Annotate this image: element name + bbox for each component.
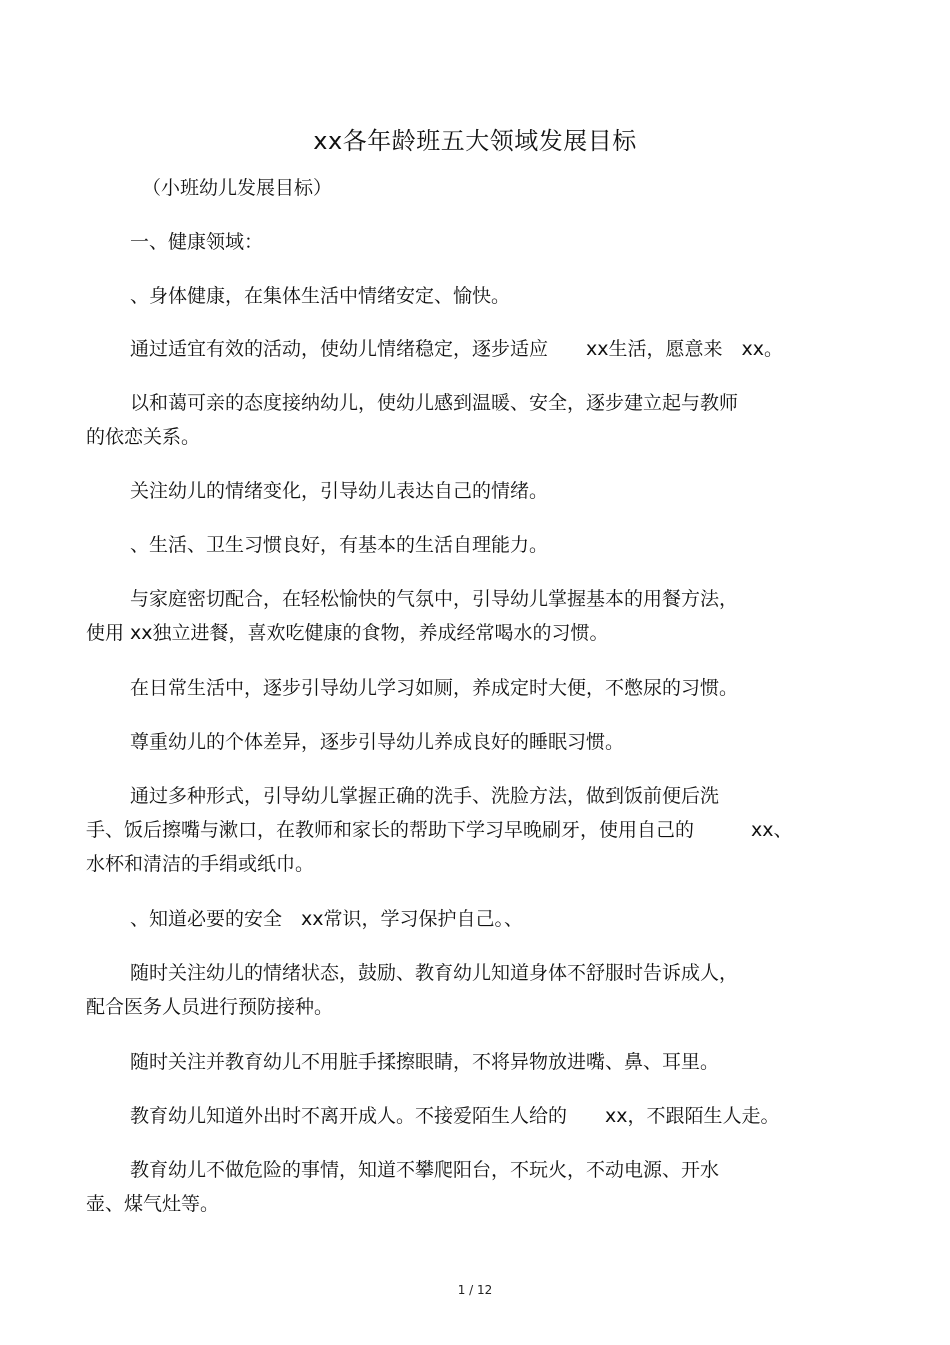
- paragraph-line: 与家庭密切配合，在轻松愉快的气氛中，引导幼儿掌握基本的用餐方法，: [130, 588, 739, 610]
- paragraph-line: 尊重幼儿的个体差异，逐步引导幼儿养成良好的睡眠习惯。: [130, 731, 625, 753]
- paragraph-line: 使用 xx独立进餐，喜欢吃健康的食物，养成经常喝水的习惯。: [86, 622, 609, 644]
- paragraph-line: 以和蔼可亲的态度接纳幼儿，使幼儿感到温暖、安全，逐步建立起与教师: [130, 392, 739, 414]
- subtitle: （小班幼儿发展目标）: [142, 177, 333, 199]
- paragraph-line: 的依恋关系。: [86, 426, 201, 448]
- paragraph-line: 教育幼儿知道外出时不离开成人。不接爱陌生人给的 xx，不跟陌生人走。: [130, 1105, 780, 1127]
- paragraph-line: 随时关注并教育幼儿不用脏手揉擦眼睛，不将异物放进嘴、鼻、耳里。: [130, 1051, 720, 1073]
- paragraph-line: 关注幼儿的情绪变化，引导幼儿表达自己的情绪。: [130, 480, 549, 502]
- paragraph-line: 手、饭后擦嘴与漱口，在教师和家长的帮助下学习早晚刷牙，使用自己的 xx、: [86, 819, 793, 841]
- goal-heading: 、知道必要的安全 xx常识，学习保护自己。、: [130, 908, 523, 930]
- paragraph-line: 壶、煤气灶等。: [86, 1193, 220, 1215]
- paragraph-line: 通过适宜有效的活动，使幼儿情绪稳定，逐步适应 xx生活，愿意来 xx。: [130, 338, 783, 360]
- paragraph-line: 水杯和清洁的手绢或纸巾。: [86, 853, 315, 875]
- paragraph-line: 配合医务人员进行预防接种。: [86, 996, 334, 1018]
- document-title: xx各年龄班五大领域发展目标: [313, 127, 637, 155]
- goal-heading: 、生活、卫生习惯良好，有基本的生活自理能力。: [130, 534, 549, 556]
- page-number: 1 / 12: [457, 1283, 493, 1297]
- section-heading-health: 一、健康领域：: [130, 231, 264, 253]
- paragraph-line: 在日常生活中，逐步引导幼儿学习如厕，养成定时大便，不憋尿的习惯。: [130, 677, 739, 699]
- paragraph-line: 教育幼儿不做危险的事情，知道不攀爬阳台，不玩火，不动电源、开水: [130, 1159, 720, 1181]
- paragraph-line: 通过多种形式，引导幼儿掌握正确的洗手、洗脸方法，做到饭前便后洗: [130, 785, 720, 807]
- paragraph-line: 随时关注幼儿的情绪状态，鼓励、教育幼儿知道身体不舒服时告诉成人，: [130, 962, 739, 984]
- goal-heading: 、身体健康，在集体生活中情绪安定、愉快。: [130, 285, 511, 307]
